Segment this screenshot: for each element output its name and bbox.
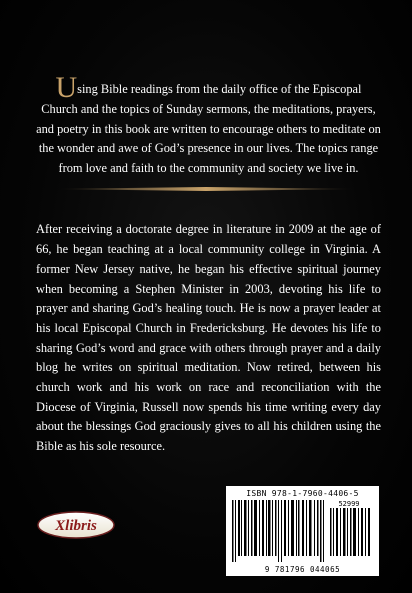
drop-cap: U [55,71,78,105]
price-code: 52999 [338,500,360,508]
book-blurb [36,71,381,178]
barcode-bars [230,500,375,564]
blurb-text: sing Bible readings from the daily office of the Episcopal Church and the topics of Sunday sermons, the meditations, prayers, and poetry in this book are written to encourage others to meditate on the wonder and awe of God’s presence in our lives. The topics range from love and faith to the community and society we live in. [36,82,381,175]
isbn-label: ISBN 978-1-7960-4406-5 [246,489,359,498]
logo-text: Xlibris [55,518,97,534]
author-bio: After receiving a doctorate degree in literature in 2009 at the age of 66, he began teaching at a local community college in Virginia. A former New Jersey native, he began his effective spiritual journey when becoming a Stephen Minister in 2003, devoting his life to prayer and sharing God’s healing touch. He is now a prayer leader at his local Episcopal Church in Fredericksburg. He devotes his life to sharing God’s word and grace with others through prayer and a daily blog he writes on spiritual meditation. Now retired, between his church work and his work on race and reconciliation with the Diocese of Virginia, Russell now spends his time writing every day about the blessings God graciously gives to all his children using the Bible as his sole resource. [36,222,381,454]
barcode-digits: 9 781796 044065 [226,565,379,574]
barcode [226,486,379,576]
ornamental-divider [55,187,357,191]
xlibris-logo [36,510,116,540]
